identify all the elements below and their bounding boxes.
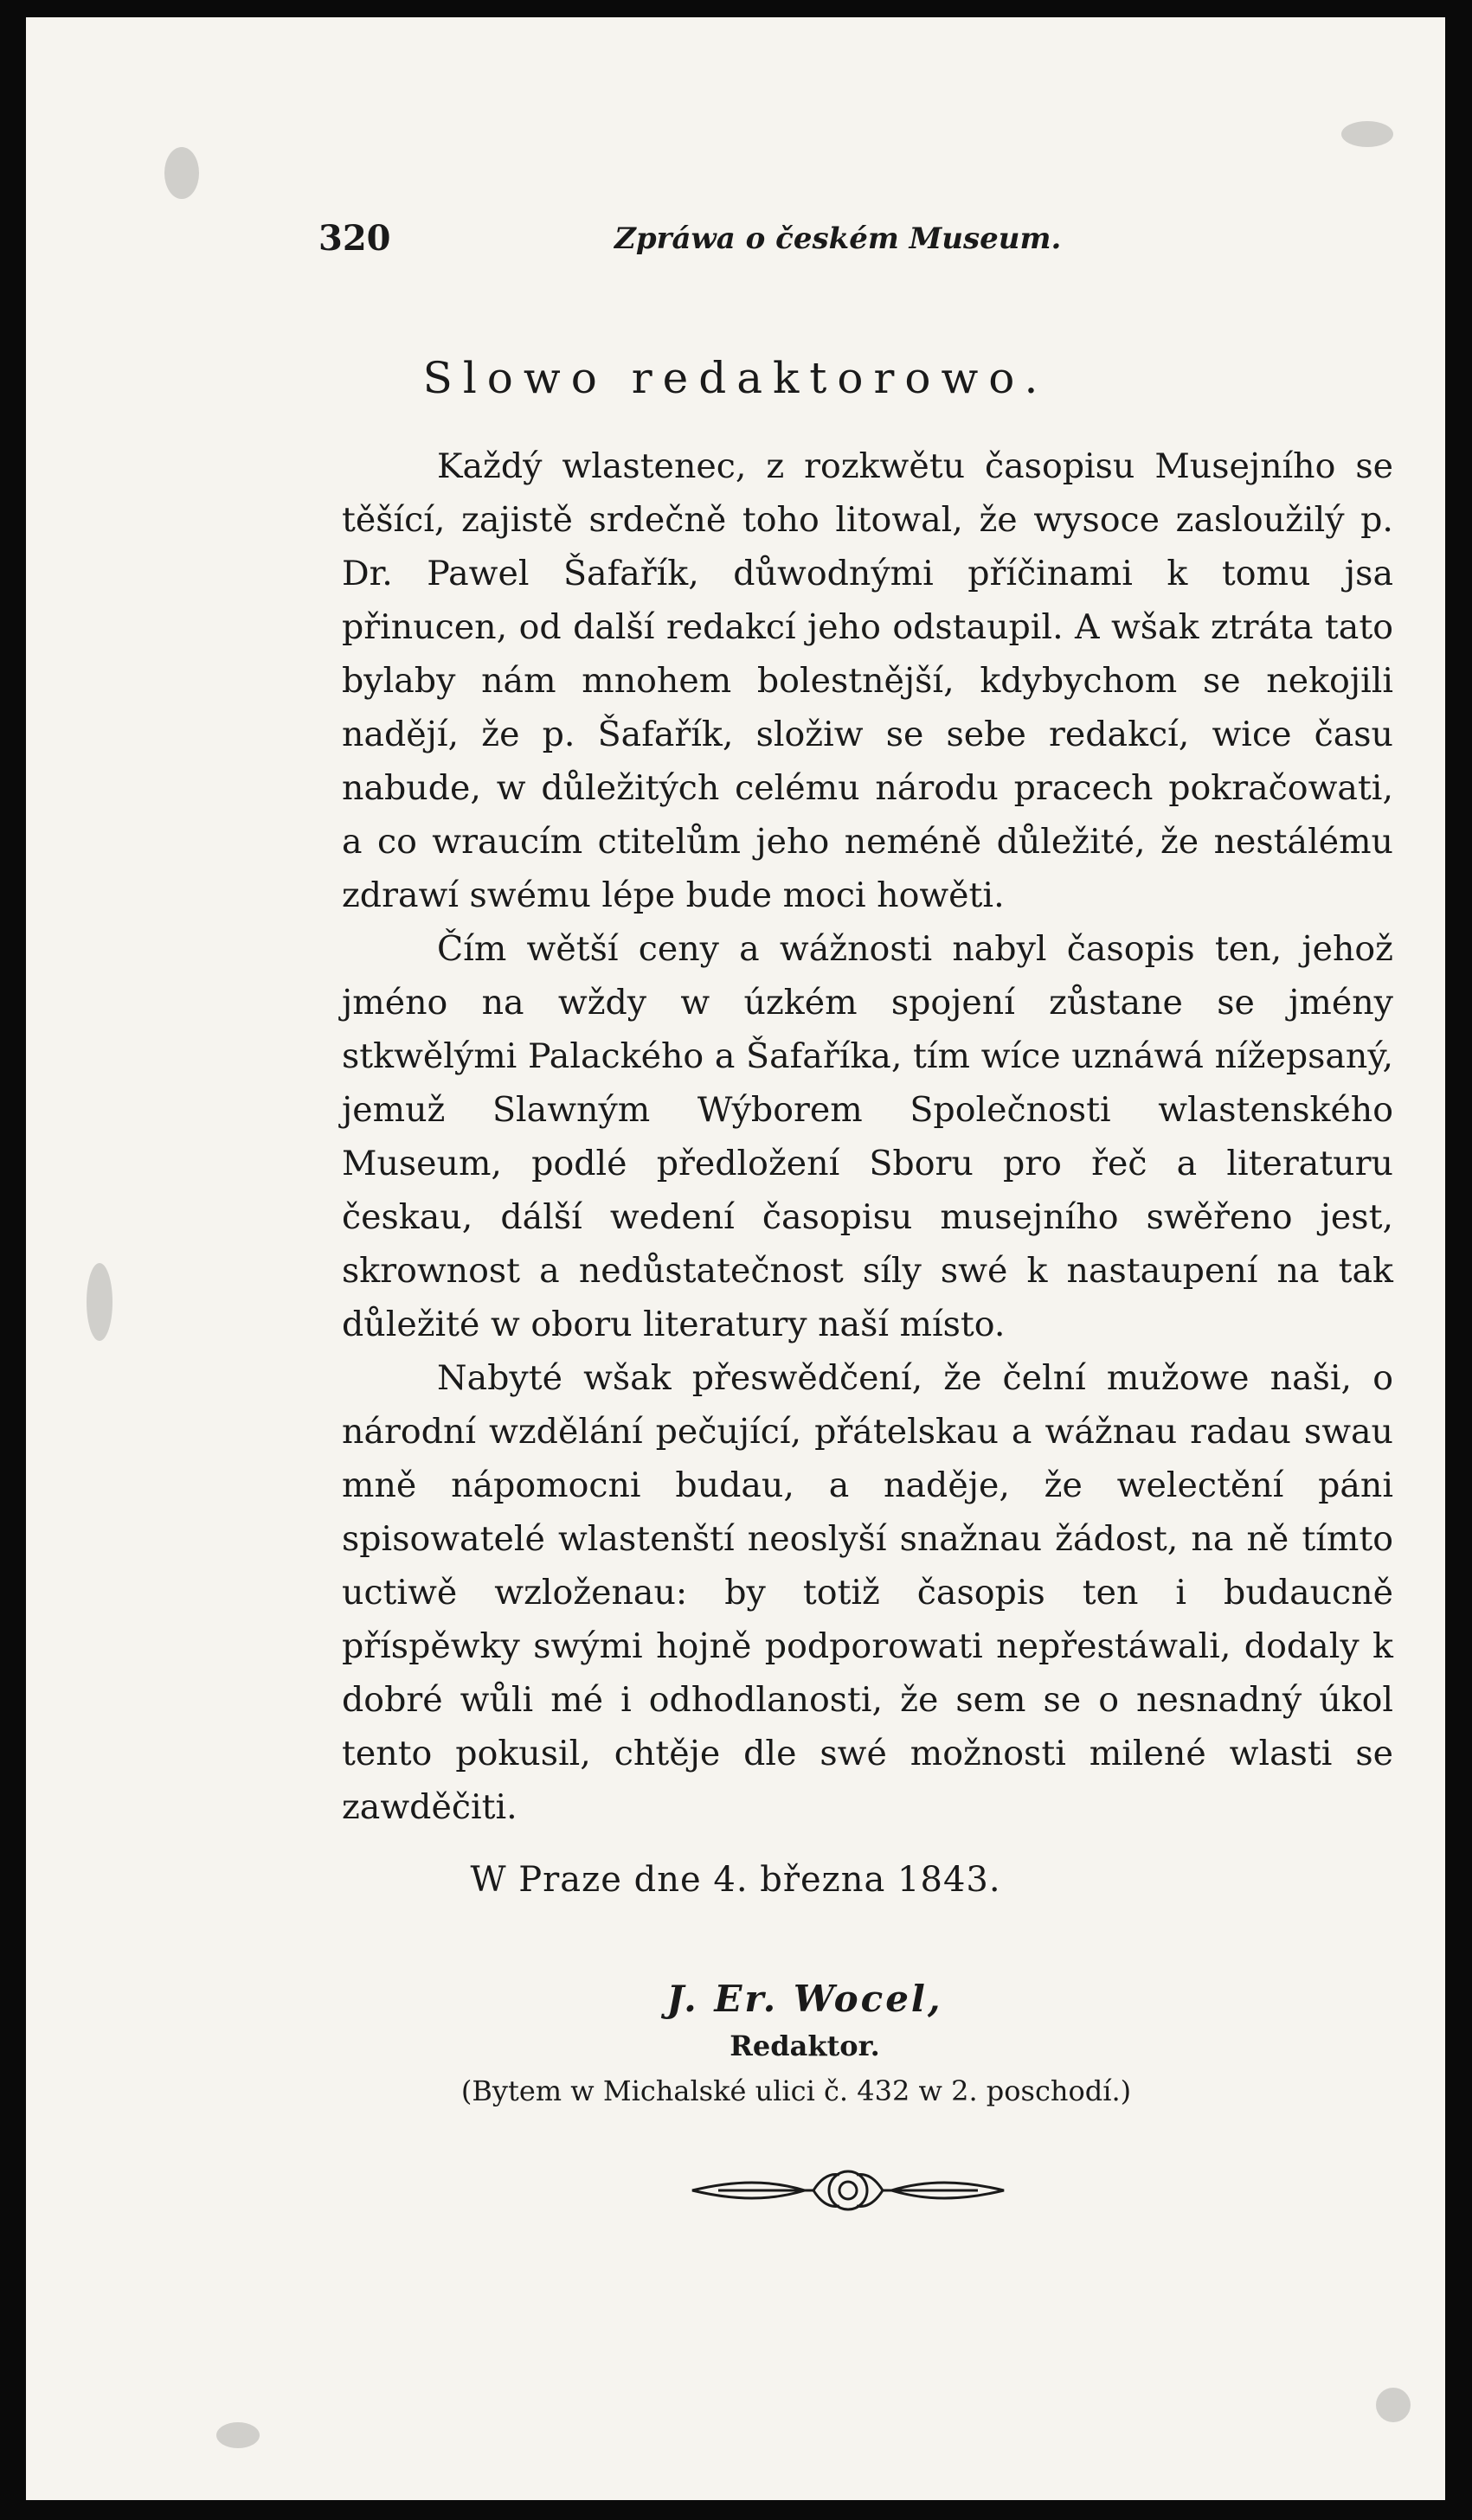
scroll-ornament-icon bbox=[684, 2156, 1012, 2225]
signature-name: J. Er. Wocel, bbox=[666, 1978, 943, 2020]
dateline: W Praze dne 4. března 1843. bbox=[470, 1860, 1001, 1900]
signature-role: Redaktor. bbox=[730, 2029, 880, 2062]
page-number: 320 bbox=[318, 218, 391, 259]
scan-speck bbox=[1376, 2388, 1411, 2422]
scan-speck bbox=[1341, 121, 1393, 147]
article-heading: Slowo redaktorowo. bbox=[422, 353, 1049, 403]
running-title: Zpráwa o českém Museum. bbox=[614, 221, 1062, 256]
signature-address: (Bytem w Michalské ulici č. 432 w 2. poschodí.) bbox=[460, 2074, 1132, 2107]
paragraph: Nabyté wšak přeswědčení, že čelní mužowe naši, o národní wzdělání pečující, přátelskau a wážnau radau swau mně nápomocni budau, a naděje, že welectění páni spisowatelé wlastenští neoslyší snažnau žádost, na ně tímto uctiwě wzloženau: by totiž časopis ten i budaucně příspěwky swými hojně podporowati nepřestáwali, dodaly k dobré wůli mé i odhodlanosti, že sem se o nesnadný úkol tento pokusil, chtěje dle swé možnosti milené wlasti se zawděčiti. bbox=[342, 1358, 1393, 1827]
book-page bbox=[26, 17, 1445, 2500]
paragraph: Čím wětší ceny a wážnosti nabyl časopis ten, jehož jméno na wždy w úzkém spojení zůstane se jmény stkwělými Palackého a Šafaříka, tím wíce uznáwá nížepsaný, jemuž Slawným Wýborem Společnosti wlastenského Museum, podlé předložení Sboru pro řeč a literaturu českau, dálší wedení časopisu musejního swěřeno jest, skrownost a nedůstatečnost síly swé k nastaupení na tak důležité w oboru literatury naší místo. bbox=[342, 929, 1393, 1344]
scan-speck bbox=[164, 147, 199, 199]
scan-speck bbox=[216, 2422, 260, 2448]
paragraph: Každý wlastenec, z rozkwětu časopisu Musejního se těšící, zajistě srdečně toho litowal, že wysoce zasloužilý p. Dr. Pawel Šafařík, důwodnými příčinami k tomu jsa přinucen, od další redakcí jeho odstaupil. A wšak ztráta tato bylaby nám mnohem bolestnější, kdybychom se nekojili nadějí, že p. Šafařík, složiw se sebe redakcí, wice času nabude, w důležitých celému národu pracech pokračowati, a co wraucím ctitelům jeho neméně důležité, že nestálému zdrawí swému lépe bude moci howěti. bbox=[342, 446, 1393, 915]
scan-speck bbox=[87, 1263, 112, 1341]
signature-block bbox=[26, 1974, 1445, 2114]
running-header bbox=[26, 218, 1445, 279]
article-body bbox=[342, 439, 1393, 1834]
